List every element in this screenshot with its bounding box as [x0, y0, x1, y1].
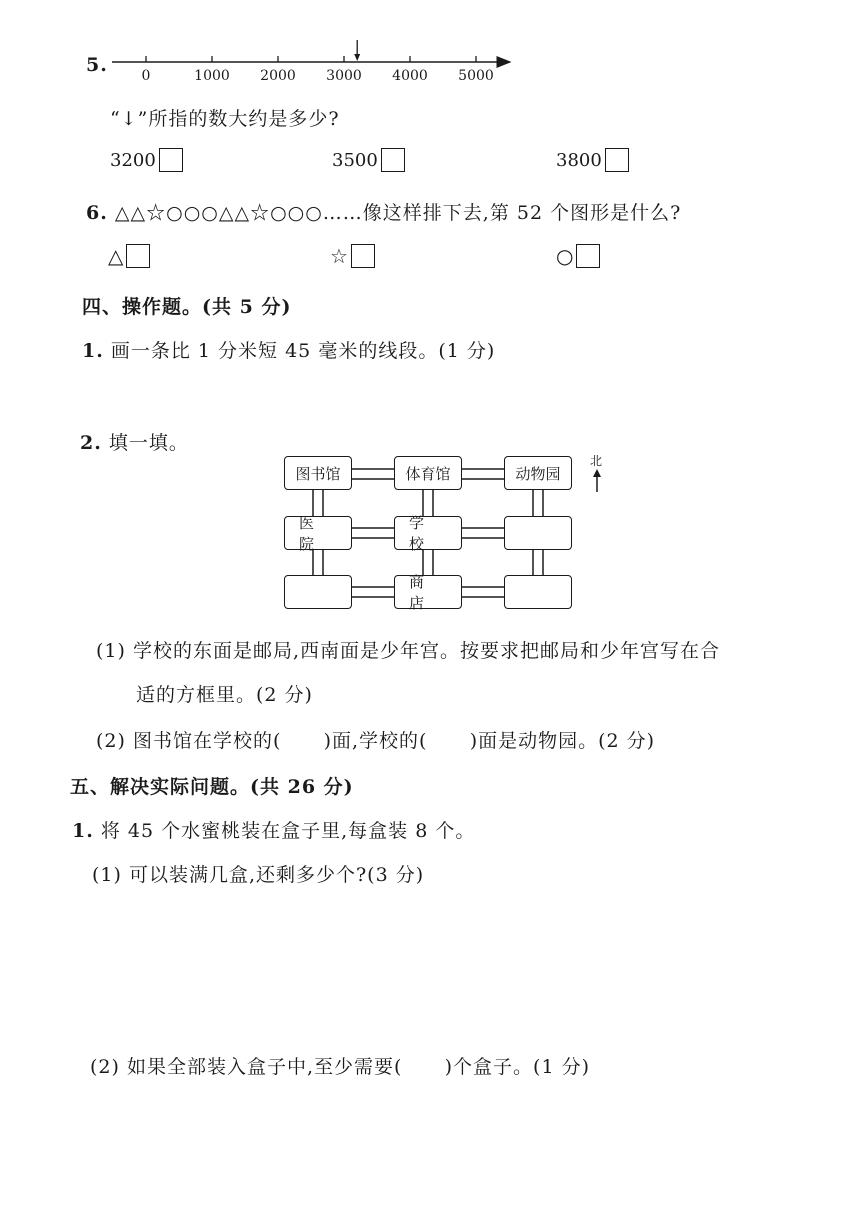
- s5-q1-text: 将 45 个水蜜桃装在盒子里,每盒装 8 个。: [100, 820, 476, 842]
- q5-number: 5.: [86, 54, 108, 76]
- north-label: 北: [590, 454, 603, 468]
- tick-label-4000: 4000: [392, 68, 428, 84]
- tick-label-3000: 3000: [326, 68, 362, 84]
- map-cell-zoo: 动物园: [504, 456, 572, 490]
- s5-q1-sub1: (1) 可以装满几盒,还剩多少个?(3 分): [92, 864, 425, 886]
- q6-option-2-label: ☆: [330, 244, 348, 268]
- s4-q1-text: 画一条比 1 分米短 45 毫米的线段。(1 分): [110, 340, 496, 362]
- q5-option-3-label: 3800: [556, 149, 602, 171]
- tick-label-5000: 5000: [458, 68, 494, 84]
- q5-option-1-label: 3200: [110, 149, 156, 171]
- map-cell-blank[interactable]: [504, 575, 572, 609]
- s4-q2-sub1-line2: 适的方框里。(2 分): [136, 684, 313, 706]
- q6-question: △△☆○○○△△☆○○○……像这样排下去,第 52 个图形是什么?: [114, 202, 682, 224]
- map-cell-school: 学 校: [394, 516, 462, 550]
- s4-q1-number: 1.: [82, 340, 104, 362]
- s4-q2-number: 2.: [80, 432, 102, 454]
- map-cell-gym: 体育馆: [394, 456, 462, 490]
- s4-q2-text: 填一填。: [108, 432, 189, 454]
- s5-q1-sub2: (2) 如果全部装入盒子中,至少需要( )个盒子。(1 分): [90, 1056, 591, 1078]
- tick-label-0: 0: [141, 68, 151, 84]
- q6-number: 6.: [86, 202, 108, 224]
- section5-title: 五、解决实际问题。(共 26 分): [70, 776, 354, 798]
- s4-q2-sub2: (2) 图书馆在学校的( )面,学校的( )面是动物园。(2 分): [96, 730, 656, 752]
- s5-q1-number: 1.: [72, 820, 94, 842]
- north-arrow-icon: [593, 469, 601, 477]
- map-cell-library: 图书馆: [284, 456, 352, 490]
- map-cell-post-office-blank[interactable]: [504, 516, 572, 550]
- s4-q2-sub1-line1: (1) 学校的东面是邮局,西南面是少年宫。按要求把邮局和少年宫写在合: [96, 640, 720, 662]
- map-cell-store: 商 店: [394, 575, 462, 609]
- tick-label-2000: 2000: [260, 68, 296, 84]
- map-cell-youth-palace-blank[interactable]: [284, 575, 352, 609]
- q6-option-3-label: ○: [556, 244, 574, 268]
- map-cell-hospital: 医 院: [284, 516, 352, 550]
- tick-label-1000: 1000: [194, 68, 230, 84]
- section4-title: 四、操作题。(共 5 分): [82, 296, 292, 318]
- q5-question: “↓”所指的数大约是多少?: [110, 108, 340, 130]
- q6-option-1-label: △: [108, 244, 124, 268]
- q5-option-2-label: 3500: [332, 149, 378, 171]
- s5-q1: [72, 816, 475, 843]
